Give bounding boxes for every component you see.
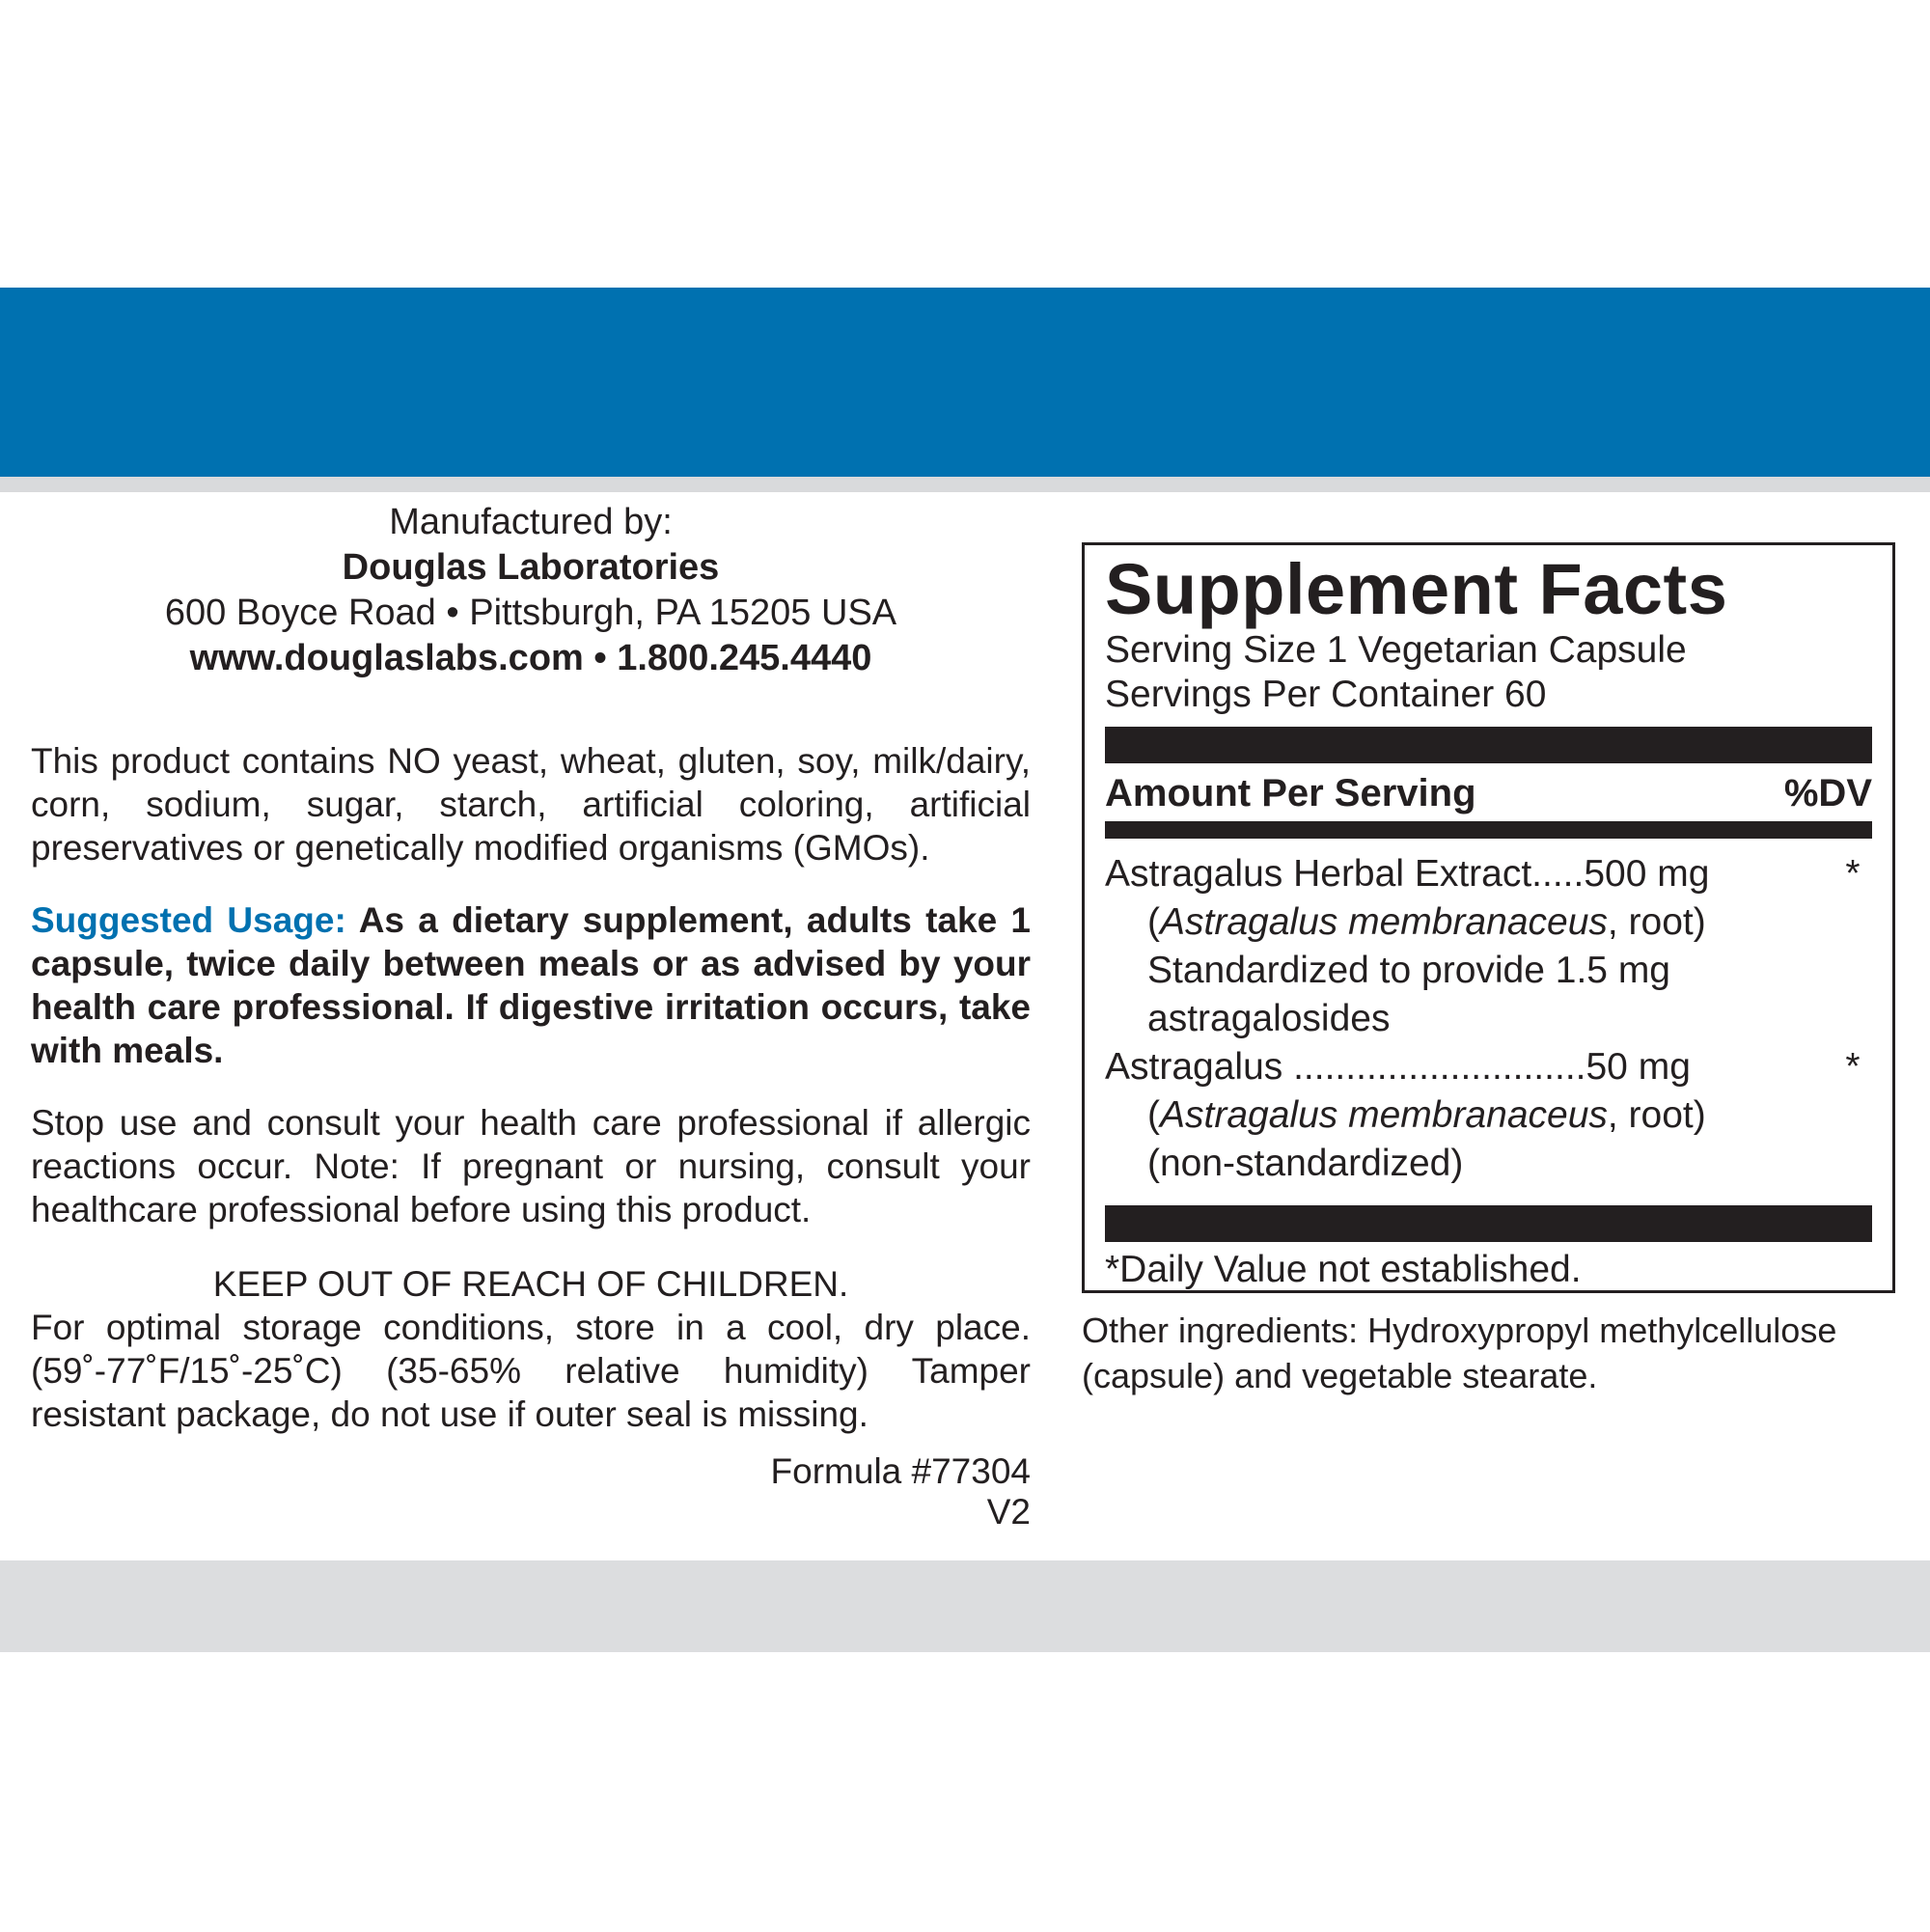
manufacturer-address: 600 Boyce Road • Pittsburgh, PA 15205 USA [164,593,897,633]
ingredient-note: (non-standardized) [1147,1143,1464,1184]
bottom-grey-band [0,1560,1930,1652]
ingredient-row [1105,1043,1872,1091]
ingredient-source: (Astragalus membranaceus, root) [1147,1094,1706,1136]
manufactured-by-label: Manufactured by: [389,502,673,542]
allergen-free-statement: This product contains NO yeast, wheat, gluten, soy, milk/dairy, corn, sodium, sugar, starch, artificial coloring, artificial preservatives or genetically modified organisms (GMOs). [31,741,1031,868]
serving-size: Serving Size 1 Vegetarian Capsule [1105,629,1687,671]
storage-instructions: For optimal storage conditions, store in a cool, dry place. (59˚-77˚F/15˚-25˚C) (35-65% relative humidity) Tamper resistant package, do not use if outer seal is missing. [31,1308,1031,1434]
amount-per-serving-header: Amount Per Serving [1105,772,1476,814]
facts-divider-thick [1105,727,1872,763]
ingredient-entry [1105,1043,1872,1188]
ingredient-entry [1105,850,1872,1043]
formula-block [31,1451,1031,1532]
supplement-facts-panel [1082,542,1895,1293]
keep-out-of-reach: KEEP OUT OF REACH OF CHILDREN. [212,1264,849,1304]
top-blue-band [0,288,1930,477]
ingredient-amount: Astragalus ............................50 mg [1105,1046,1691,1088]
manufacturer-contact: www.douglaslabs.com • 1.800.245.4440 [189,638,872,678]
ingredient-note: Standardized to provide 1.5 mg [1147,950,1671,991]
warning-statement: Stop use and consult your health care professional if allergic reactions occur. Note: If pregnant or nursing, consult your healthcare professional before using this product. [31,1103,1031,1229]
facts-divider-bottom [1105,1205,1872,1242]
ingredient-amount: Astragalus Herbal Extract.....500 mg [1105,853,1710,895]
grey-divider-strip [0,477,1930,492]
label-left-column [31,500,1031,1532]
facts-divider-thin [1105,821,1872,839]
suggested-usage [31,898,1031,1072]
ingredient-source: (Astragalus membranaceus, root) [1147,901,1706,943]
manufacturer-block [31,500,1031,681]
manufacturer-name: Douglas Laboratories [342,547,720,588]
ingredient-dv: * [1845,1046,1861,1088]
formula-version: V2 [986,1492,1031,1532]
supplement-facts-title: Supplement Facts [1105,549,1728,629]
suggested-usage-label: Suggested Usage: [31,900,346,940]
ingredient-dv: * [1845,853,1861,895]
servings-per-container: Servings Per Container 60 [1105,674,1547,715]
other-ingredients: Other ingredients: Hydroxypropyl methylcellulose (capsule) and vegetable stearate. [1082,1311,1837,1395]
ingredient-latin-name: Astragalus membranaceus [1160,901,1608,943]
daily-value-footnote: *Daily Value not established. [1105,1249,1582,1290]
ingredient-latin-name: Astragalus membranaceus [1160,1094,1608,1136]
ingredient-note: astragalosides [1147,998,1391,1039]
dv-header: %DV [1783,772,1872,814]
suggested-usage-text: As a dietary supplement, adults take 1 capsule, twice daily between meals or as advised by your health care professional. If digestive irritation occurs, take with meals. [31,900,1031,1070]
ingredient-row [1105,850,1872,898]
amount-header-row [1105,769,1872,817]
formula-number: Formula #77304 [770,1451,1031,1491]
